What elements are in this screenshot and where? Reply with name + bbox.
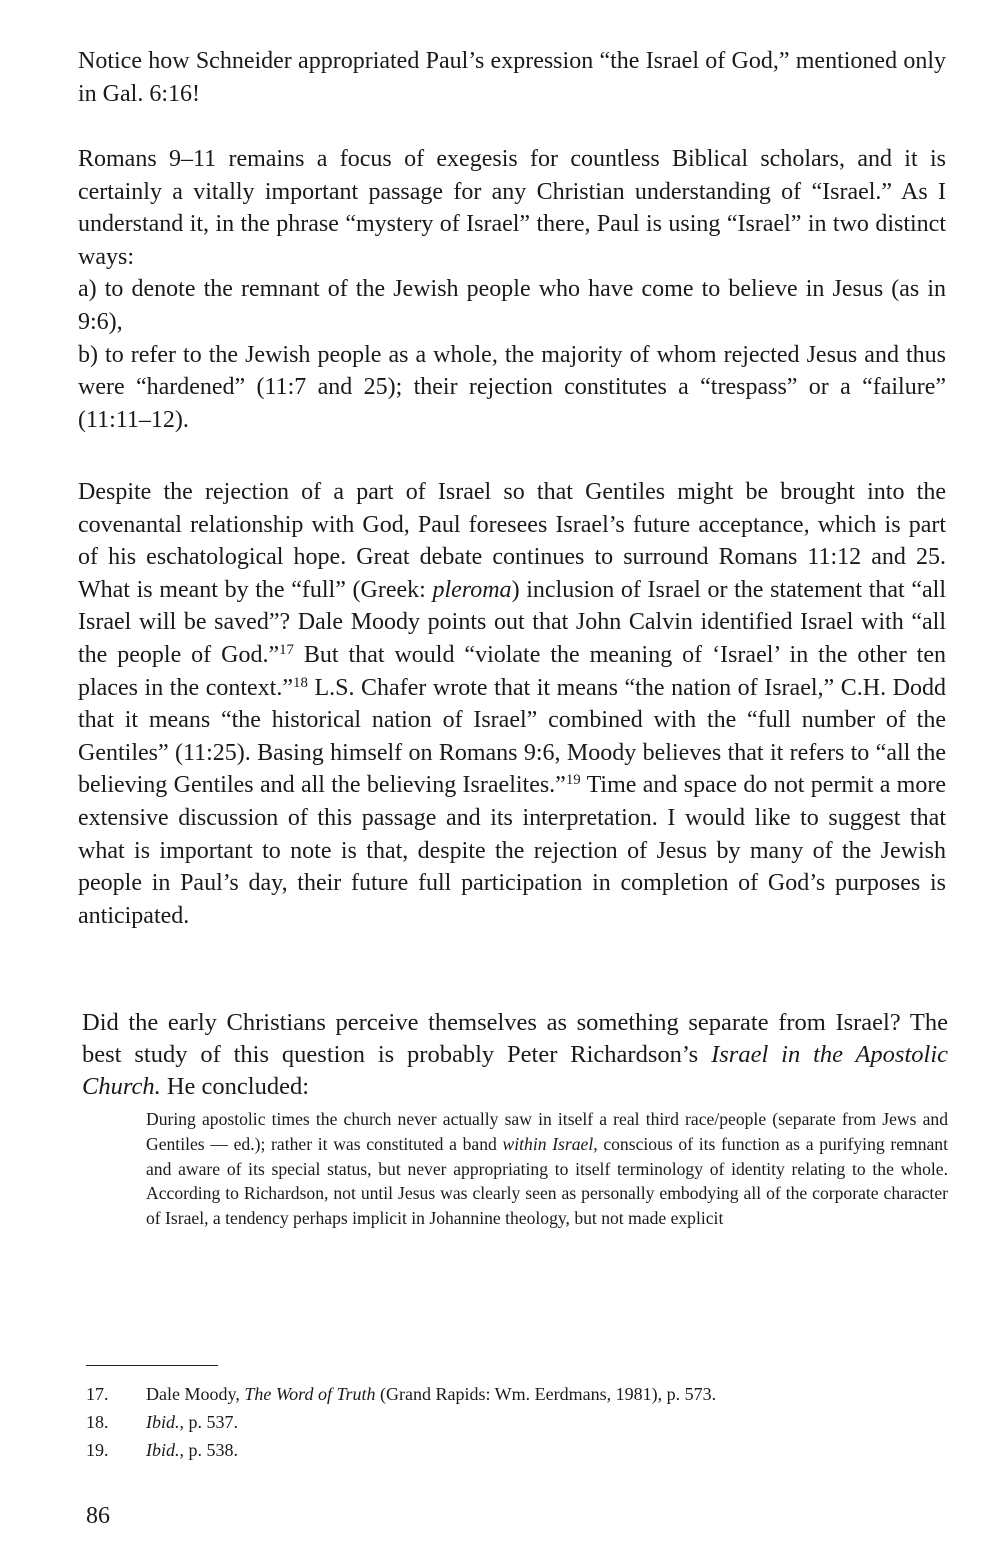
- block-quote: [146, 1107, 948, 1231]
- paragraph-schneider: Notice how Schneider appropriated Paul’s expression “the Israel of God,” mentioned only in Gal. 6:16!: [78, 48, 946, 107]
- paragraph-romans-9-11: [78, 143, 946, 436]
- footnote-text: Dale Moody,: [146, 1384, 245, 1404]
- paragraph-intro: Romans 9–11 remains a focus of exegesis for countless Biblical scholars, and it is certainly a vitally important passage for any Christian understanding of “Israel.” As I understand it, in the phrase “mystery of Israel” there, Paul is using “Israel” in two distinct ways:: [78, 146, 946, 270]
- text-run: Time and space do not permit a more extensive discussion of this passage and its interpretation. I would like to suggest that what is important to note is that, despite the rejection of Jesus by many of the Jewish people in Paul’s day, their future full participation in completion of God’s purposes is anticipated.: [78, 772, 946, 929]
- page-number: 86: [86, 1503, 110, 1529]
- greek-term: pleroma: [432, 576, 512, 603]
- book-title: Israel in the Apostolic Church.: [82, 1041, 949, 1100]
- paragraph-early-christians: [82, 1007, 948, 1103]
- footnote-divider: [86, 1365, 218, 1366]
- footnote-number: 19.: [86, 1440, 109, 1460]
- list-item-b: b) to refer to the Jewish people as a whole, the majority of whom rejected Jesus and thus were “hardened” (11:7 and 25); their rejection constitutes a “trespass” or a “failure” (11:11–12).: [78, 341, 946, 433]
- text-run: Did the early Christians perceive themselves as something separate from Israel? The best study of this question is probably Peter Richardson’s: [82, 1009, 948, 1068]
- footnote-17: [86, 1382, 946, 1406]
- text-run: Despite the rejection of a part of Israel so that Gentiles might be brought into the covenantal relationship with God, Paul foresees Israel’s future acceptance, which is part of his eschatological hope. Great debate continues to surround Romans 11:12 and 25. What is meant by the “full” (Greek:: [78, 479, 946, 603]
- footnote-title: Ibid.,: [146, 1440, 184, 1460]
- footnote-18: [86, 1410, 946, 1434]
- text-run: L.S. Chafer wrote that it means “the nation of Israel,” C.H. Dodd that it means “the historical nation of Israel” combined with the “full number of the Gentiles” (11:25). Basing himself on Romans 9:6, Moody believes that it refers to “all the believing Gentiles and all the believing Israelites.”: [78, 674, 946, 799]
- footnote-text: p. 538.: [184, 1440, 238, 1460]
- text-run: During apostolic times the church never actually saw in itself a real third race/people (separate from Jews and Gentiles — ed.); rather it was constituted a band: [146, 1109, 948, 1154]
- footnote-title: Ibid.,: [146, 1412, 184, 1432]
- footnote-number: 18.: [86, 1412, 109, 1432]
- footnote-text: (Grand Rapids: Wm. Eerdmans, 1981), p. 573.: [375, 1384, 717, 1404]
- footnote-ref-18[interactable]: 18: [293, 674, 308, 691]
- footnote-text: p. 537.: [184, 1412, 238, 1432]
- italic-phrase: within Israel,: [502, 1133, 598, 1154]
- footnote-19: [86, 1438, 946, 1462]
- footnote-title: The Word of Truth: [244, 1384, 376, 1404]
- text-run: But that would “violate the meaning of ‘Israel’ in the other ten places in the context.”: [78, 641, 946, 701]
- list-item-a: a) to denote the remnant of the Jewish people who have come to believe in Jesus (as in 9:6),: [78, 276, 946, 335]
- footnote-ref-19[interactable]: 19: [565, 772, 581, 789]
- text-run: conscious of its function as a purifying remnant and aware of its special status, but never appropriating to itself terminology of identity relating to the whole. According to Richardson, not until Jesus was clearly seen as personally embodying all of the corporate character of Israel, a tendency perhaps implicit in Johannine theology, but not made explicit: [146, 1133, 948, 1229]
- footnote-number: 17.: [86, 1384, 109, 1404]
- footnote-ref-17[interactable]: 17: [279, 641, 294, 658]
- text-run: He concluded:: [160, 1073, 310, 1100]
- text-run: ) inclusion of Israel or the statement that “all Israel will be saved”? Dale Moody points out that John Calvin identified Israel with “all the people of God.”: [78, 576, 946, 668]
- paragraph-despite-rejection: [78, 476, 946, 932]
